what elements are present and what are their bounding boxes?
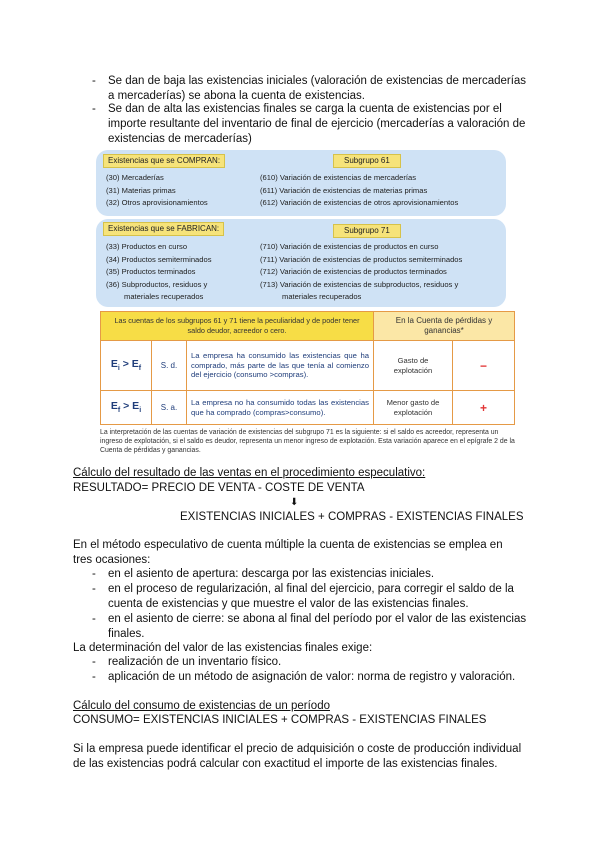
purchased-tag: Existencias que se COMPRAN: [103,154,225,168]
list-item: (32) Otros aprovisionamientos [106,198,208,207]
manufactured-accounts-list [106,241,212,304]
list-item: (36) Subproductos, residuos y [106,279,208,289]
list-item: (610) Variación de existencias de mercaderías [260,173,417,182]
balance-type: S. a. [152,391,187,425]
bullet-dash: - [92,671,96,683]
list-item: (34) Productos semiterminados [106,254,212,264]
requirement-item: aplicación de un método de asignación de valor: norma de registro y valoración. [108,671,516,683]
list-item: (712) Variación de existencias de productos terminados [260,267,447,276]
table-footnote: La interpretación de las cuentas de variación de existencias del subgrupo 71 es la siguiente: si el saldo es acreedor, representa un ingreso de explotación, si el saldo es deudor, representa un menor ingreso de explotación. Esta variación aparece en el epígrafe 2 de la Cuenta de pérdidas y ganancias. [100,429,515,454]
list-item: (33) Productos en curso [106,242,188,251]
list-item: (31) Materias primas [106,185,176,195]
list-item: materiales recuperados [124,292,204,301]
section2-title: Cálculo del consumo de existencias de un período [73,700,330,712]
subgroup-61-list [260,172,458,210]
cost-of-sales-formula: EXISTENCIAS INICIALES + COMPRAS - EXISTENCIAS FINALES [180,511,524,523]
pl-effect: Menor gasto de explotación [374,391,453,425]
intro-bullet-1: Se dan de baja las existencias iniciales (valoración de existencias de mercaderías a mercaderías) se abona la cuenta de existencias. [108,75,527,102]
inventory-comparison: $E_f > E_i$ [101,391,152,425]
requirement-item: realización de un inventario físico. [108,656,282,668]
table-row [101,391,515,425]
arrow-down-icon: ⬇ [290,497,299,508]
pl-effect: Gasto de explotación [374,341,453,391]
intro-bullet-2: Se dan de alta las existencias finales se carga la cuenta de existencias por el importe resultante del inventario de final de ejercicio (mercaderías a valoración de existencias de mercaderías) [108,103,526,145]
table-header-right: En la Cuenta de pérdidas y ganancias* [374,312,515,341]
bullet-dash: - [92,613,96,625]
bullet-dash: - [92,656,96,668]
bullet-dash: - [92,75,96,87]
list-item: (612) Variación de existencias de otros aprovisionamientos [260,198,459,207]
list-item: (710) Variación de existencias de productos en curso [260,242,439,251]
variation-table [100,311,515,425]
minus-sign: − [453,341,515,391]
balance-type: S. d. [152,341,187,391]
list-item: materiales recuperados [282,292,362,301]
table-row [101,341,515,391]
plus-sign: + [453,391,515,425]
consumption-formula: CONSUMO= EXISTENCIAS INICIALES + COMPRAS - EXISTENCIAS FINALES [73,714,487,726]
occasion-item: en el asiento de cierre: se abona al final del período por el valor de las existencias finales. [108,613,527,640]
list-item: (35) Productos terminados [106,267,196,276]
bullet-dash: - [92,583,96,595]
section1-title: Cálculo del resultado de las ventas en el procedimiento especulativo: [73,467,426,479]
subgroup-61-tag: Subgrupo 61 [333,154,401,168]
valuation-paragraph: La determinación del valor de las existencias finales exige: [73,642,373,654]
bullet-dash: - [92,568,96,580]
list-item: (711) Variación de existencias de productos semiterminados [260,254,463,264]
occasion-item: en el asiento de apertura: descarga por las existencias iniciales. [108,568,435,580]
result-formula: RESULTADO= PRECIO DE VENTA - COSTE DE VENTA [73,482,365,494]
purchased-accounts-list [106,172,208,210]
row-description: La empresa ha consumido las existencias que ha comprado, más parte de las que tenía al comienzo del ejercicio (consumo >compras). [187,341,374,391]
list-item: (713) Variación de existencias de subproductos, residuos y [260,279,459,289]
row-description: La empresa no ha consumido todas las existencias que ha comprado (compras>consumo). [187,391,374,425]
table-header-left: Las cuentas de los subgrupos 61 y 71 tiene la peculiaridad y de poder tener saldo deudor, acreedor o cero. [101,312,374,341]
closing-paragraph: Si la empresa puede identificar el precio de adquisición o coste de producción individual de las existencias podrá calcular con exactitud el importe de las existencias finales. [73,743,522,770]
manufactured-tag: Existencias que se FABRICAN: [103,222,224,236]
table-header-row [101,312,515,341]
occasion-item: en el proceso de regularización, al final del ejercicio, para corregir el saldo de la cuenta de existencias y que muestre el valor de las existencias finales. [108,583,514,610]
subgroup-71-list [260,241,462,304]
bullet-dash: - [92,103,96,115]
method-paragraph: En el método especulativo de cuenta múltiple la cuenta de existencias se emplea en tres ocasiones: [73,539,503,566]
subgroup-71-tag: Subgrupo 71 [333,224,401,238]
list-item: (30) Mercaderías [106,173,164,182]
inventory-comparison: $E_i > E_f$ [101,341,152,391]
list-item: (611) Variación de existencias de materias primas [260,185,428,195]
